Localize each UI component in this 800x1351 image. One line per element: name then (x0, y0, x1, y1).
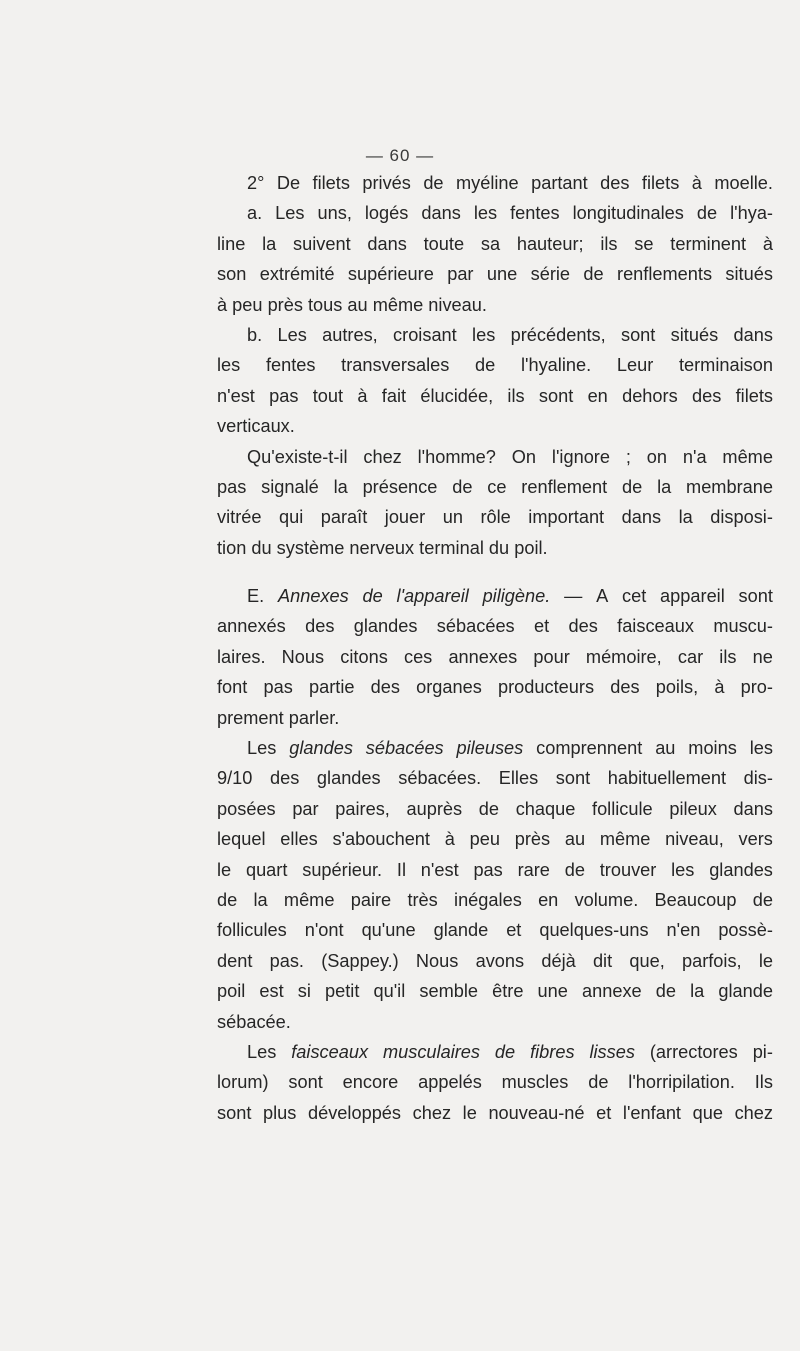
word: la (253, 889, 268, 910)
word: De (276, 173, 301, 193)
word: ce (487, 476, 507, 497)
word: pi- (752, 1041, 773, 1062)
word: filets (735, 385, 773, 406)
word: jouer (384, 507, 426, 528)
word: partie (308, 677, 355, 698)
word: lorum) (217, 1072, 269, 1093)
word: filets (641, 173, 680, 193)
word: sont (538, 385, 574, 406)
word: à (444, 829, 455, 850)
word: paires, (335, 798, 390, 819)
word: comprennent (536, 738, 643, 759)
word: Qu'existe-t-il (247, 446, 348, 467)
word: Ils (754, 1072, 773, 1093)
word: pileux (669, 798, 717, 819)
text-line: verticaux. (217, 416, 295, 437)
word: Les (247, 738, 277, 759)
word: près (514, 829, 551, 850)
word: glandes (289, 738, 353, 759)
word: les (671, 859, 695, 880)
word: déjà (541, 950, 576, 971)
word: chez (412, 1102, 452, 1123)
word: au (655, 738, 676, 759)
word: terminaison (678, 355, 773, 376)
word: tout (312, 385, 344, 406)
word: la (262, 233, 277, 254)
word: pro- (740, 677, 773, 698)
text-line (217, 915, 773, 945)
word: autres, (322, 324, 378, 345)
text-line (217, 381, 773, 411)
word: de (478, 798, 500, 819)
word: petit (325, 981, 360, 1002)
word: sont (288, 1072, 323, 1093)
word: Les (275, 203, 305, 224)
text-line (217, 259, 773, 289)
word: piligène. (482, 586, 551, 607)
word: Les (277, 324, 307, 345)
word: pas. (269, 950, 304, 971)
word: ils (719, 646, 737, 667)
word: même (599, 829, 651, 850)
word: glandes (709, 859, 773, 880)
word: E. (247, 586, 265, 607)
word: encore (342, 1072, 399, 1093)
word: poils, (655, 677, 699, 698)
word: Beaucoup (654, 889, 737, 910)
word: musculaires (382, 1041, 481, 1062)
word: sont (738, 586, 773, 607)
word: fentes (265, 355, 316, 376)
word: line (217, 233, 246, 254)
word: l'hyaline. (520, 355, 592, 376)
word: l'homme? (417, 446, 496, 467)
text-line (217, 168, 773, 198)
word: 9/10 (217, 768, 253, 789)
word: de (423, 173, 444, 193)
word: de (362, 586, 383, 607)
text-line: prement parler. (217, 707, 340, 728)
word: à (762, 233, 773, 254)
word: quart (245, 859, 288, 880)
word: et (533, 616, 550, 637)
word: Il (396, 859, 406, 880)
word: chez (363, 446, 402, 467)
word: à (691, 173, 702, 193)
word: des (305, 616, 335, 637)
word: au (564, 829, 586, 850)
text-line (217, 672, 773, 702)
word: elles (280, 829, 318, 850)
word: situés (670, 324, 719, 345)
word: sébacées. (398, 768, 482, 789)
word: dans (421, 203, 461, 224)
word: appareil (660, 586, 725, 607)
word: lequel (217, 829, 266, 850)
word: terminent (670, 233, 747, 254)
word: croisant (393, 324, 457, 345)
text-line: sébacée. (217, 1011, 291, 1032)
word: faisceaux (617, 616, 694, 637)
text-line (217, 976, 773, 1006)
word: dans (733, 798, 773, 819)
word: annexe (582, 981, 642, 1002)
word: de (583, 264, 604, 285)
word: laires. (217, 646, 266, 667)
word: sébacées (365, 738, 444, 759)
word: glandes (353, 616, 418, 637)
word: longitudinales (572, 203, 684, 224)
word: posées (217, 798, 276, 819)
word: des (568, 616, 598, 637)
word: supérieur. (302, 859, 383, 880)
word: qui (278, 507, 304, 528)
word: supérieure (347, 264, 434, 285)
word: annexés (217, 616, 286, 637)
word: par (447, 264, 474, 285)
word: Annexes (277, 586, 349, 607)
word: pas (269, 385, 299, 406)
word: dit (592, 950, 613, 971)
word: pileuses (456, 738, 524, 759)
word: rare (517, 859, 550, 880)
word: b. (247, 324, 263, 345)
word: chaque (515, 798, 576, 819)
word: une (486, 264, 518, 285)
word: On (511, 446, 537, 467)
word: citons (340, 646, 388, 667)
word: auprès (406, 798, 463, 819)
word: si (297, 981, 311, 1002)
word: fait (381, 385, 407, 406)
word: paire (350, 889, 392, 910)
word: — (564, 586, 583, 607)
page-number: — 60 — (365, 146, 435, 165)
word: est (259, 981, 284, 1002)
word: Les (247, 1041, 277, 1062)
word: sa (480, 233, 501, 254)
word: série (530, 264, 571, 285)
text-line (217, 733, 773, 763)
word: fibres (530, 1041, 575, 1062)
word: Leur (616, 355, 654, 376)
word: une (537, 981, 568, 1002)
word: de (494, 1041, 516, 1062)
text-line: tion du système nerveux terminal du poil. (217, 537, 548, 558)
word: renflements (617, 264, 713, 285)
word: niveau, (665, 829, 724, 850)
word: et (596, 1102, 612, 1123)
word: le (758, 950, 773, 971)
word: important (528, 507, 605, 528)
word: possè- (718, 920, 773, 941)
word: Elles (498, 768, 539, 789)
word: trouver (599, 859, 657, 880)
word: des (600, 173, 630, 193)
word: n'a (682, 446, 707, 467)
word: à (357, 385, 368, 406)
word: glande (433, 920, 489, 941)
word: privés (362, 173, 411, 193)
word: de (588, 1072, 609, 1093)
word: dans (733, 324, 773, 345)
word: chez (734, 1102, 773, 1123)
text-line (217, 1037, 773, 1067)
word: de (752, 889, 773, 910)
word: en (587, 385, 608, 406)
text-line: à peu près tous au même niveau. (217, 294, 487, 315)
word: logés (364, 203, 409, 224)
word: myéline (455, 173, 519, 193)
word: de (696, 203, 718, 224)
word: situés (725, 264, 773, 285)
text-line (217, 885, 773, 915)
word: de (475, 355, 496, 376)
word: rôle (480, 507, 511, 528)
section-heading-line (217, 581, 773, 611)
word: qu'une (361, 920, 416, 941)
text-line (217, 1098, 773, 1128)
word: muscles (501, 1072, 569, 1093)
word: la (678, 507, 693, 528)
word: très (407, 889, 438, 910)
word: l'enfant (622, 1102, 681, 1123)
word: peu (469, 829, 500, 850)
word: cet (622, 586, 647, 607)
word: des (270, 768, 300, 789)
word: annexes (448, 646, 518, 667)
word: car (677, 646, 704, 667)
word: dis- (743, 768, 773, 789)
word: même (283, 889, 335, 910)
word: producteurs (498, 677, 595, 698)
word: les (217, 355, 241, 376)
word: ces (403, 646, 433, 667)
word: inégales (454, 889, 522, 910)
text-line (217, 350, 773, 380)
word: n'en (666, 920, 701, 941)
word: renflement (521, 476, 608, 497)
word: des (370, 677, 400, 698)
text-line (217, 229, 773, 259)
word: des (610, 677, 640, 698)
word: l'ignore (551, 446, 610, 467)
word: (Sappey.) (321, 950, 399, 971)
word: pour (533, 646, 570, 667)
word: organes (416, 677, 482, 698)
word: que, (629, 950, 665, 971)
text-line (217, 472, 773, 502)
word: son (217, 264, 247, 285)
text-line (217, 502, 773, 532)
text-line (217, 824, 773, 854)
word: vers (738, 829, 773, 850)
word: le (462, 1102, 477, 1123)
word: vitrée (217, 507, 262, 528)
word: n'est (217, 385, 255, 406)
word: sont (217, 1102, 252, 1123)
word: dans (621, 507, 662, 528)
word: être (492, 981, 524, 1002)
word: quelques-uns (539, 920, 649, 941)
word: follicule (592, 798, 653, 819)
word: présence (362, 476, 438, 497)
word: les (749, 738, 773, 759)
word: nouveau-né (488, 1102, 585, 1123)
word: des (691, 385, 722, 406)
word: glande (718, 981, 773, 1002)
word: qu'il (373, 981, 406, 1002)
word: suivent (293, 233, 351, 254)
word: sont (620, 324, 656, 345)
word: de (452, 476, 473, 497)
word: Nous (415, 950, 459, 971)
word: précédents, (510, 324, 606, 345)
word: A (596, 586, 609, 607)
word: semble (419, 981, 479, 1002)
word: hauteur; (516, 233, 584, 254)
word: mémoire, (585, 646, 662, 667)
word: dent (217, 950, 253, 971)
word: filets (312, 173, 350, 193)
word: les (472, 324, 496, 345)
word: muscu- (713, 616, 773, 637)
word: à (714, 677, 725, 698)
word: parfois, (681, 950, 742, 971)
word: appelés (418, 1072, 482, 1093)
word: que (692, 1102, 723, 1123)
word: (arrectores (649, 1041, 738, 1062)
word: faisceaux (291, 1041, 369, 1062)
body-text (217, 168, 773, 1128)
word: avons (475, 950, 525, 971)
word: membrane (686, 476, 773, 497)
word: n'ont (304, 920, 344, 941)
word: ils (507, 385, 525, 406)
word: développés (307, 1102, 402, 1123)
word: de (217, 889, 238, 910)
word: on (646, 446, 667, 467)
word: extrémité (259, 264, 335, 285)
word: lisses (589, 1041, 635, 1062)
word: fentes (510, 203, 560, 224)
word: volume. (574, 889, 639, 910)
word: le (217, 859, 232, 880)
word: s'abouchent (332, 829, 430, 850)
word: pas (217, 476, 247, 497)
word: élucidée, (420, 385, 494, 406)
word: uns, (317, 203, 352, 224)
text-line (217, 1067, 773, 1097)
word: transversales (341, 355, 450, 376)
word: sébacées (436, 616, 515, 637)
word: en (538, 889, 559, 910)
text-line (217, 855, 773, 885)
word: poil (217, 981, 246, 1002)
word: dehors (622, 385, 678, 406)
word: la (690, 981, 705, 1002)
word: disposi- (710, 507, 773, 528)
word: Nous (281, 646, 325, 667)
word: font (217, 677, 248, 698)
word: signalé (261, 476, 319, 497)
word: paraît (320, 507, 368, 528)
word: l'appareil (396, 586, 469, 607)
word: toute (423, 233, 465, 254)
word: a. (247, 203, 263, 224)
text-line (217, 320, 773, 350)
word: moelle. (714, 173, 773, 193)
word: par (292, 798, 319, 819)
word: la (657, 476, 672, 497)
word: follicules (217, 920, 287, 941)
word: l'horripilation. (628, 1072, 735, 1093)
word: de (622, 476, 643, 497)
word: moins (688, 738, 737, 759)
word: glandes (316, 768, 381, 789)
word: plus (263, 1102, 297, 1123)
word: ; (625, 446, 631, 467)
word: de (564, 859, 585, 880)
text-line (217, 198, 773, 228)
word: ne (752, 646, 773, 667)
word: ils (600, 233, 618, 254)
word: les (473, 203, 498, 224)
word: et (506, 920, 522, 941)
word: se (634, 233, 654, 254)
text-line (217, 611, 773, 641)
paragraph-gap (217, 563, 773, 581)
word: pas (473, 859, 503, 880)
word: dans (367, 233, 407, 254)
text-line (217, 642, 773, 672)
text-line (217, 442, 773, 472)
word: n'est (420, 859, 459, 880)
word: de (655, 981, 676, 1002)
text-line (217, 946, 773, 976)
word: même (722, 446, 773, 467)
word: sont (555, 768, 591, 789)
word: un (442, 507, 463, 528)
word: habituellement (607, 768, 727, 789)
word: l'hya- (730, 203, 773, 224)
word: partant (531, 173, 588, 193)
word: pas (263, 677, 293, 698)
word: 2° (247, 173, 265, 193)
text-line (217, 763, 773, 793)
word: la (333, 476, 348, 497)
text-line (217, 794, 773, 824)
